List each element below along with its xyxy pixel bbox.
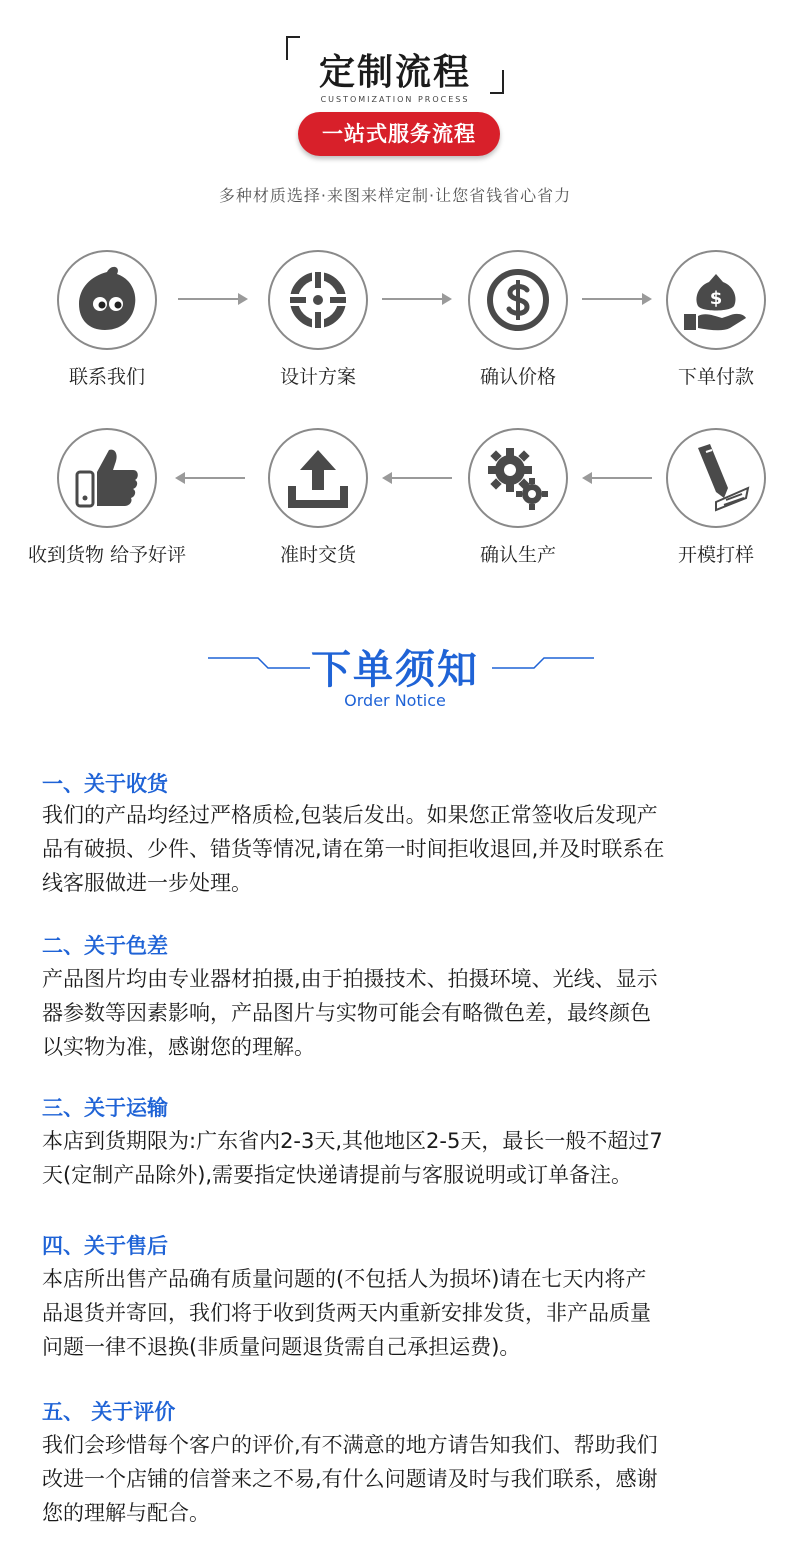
- step-label: 确认价格: [479, 366, 556, 388]
- body-line: 器参数等因素影响，产品图片与实物可能会有略微色差，最终颜色: [42, 1001, 651, 1025]
- step-contact: [57, 250, 157, 350]
- step-delivery: [268, 428, 368, 528]
- upload-icon: [278, 438, 358, 518]
- section-title-shipping: 三、关于运输: [42, 1096, 168, 1120]
- section-title-after-sales: 四、关于售后: [42, 1234, 168, 1258]
- step-label: 确认生产: [479, 544, 556, 566]
- body-line: 问题一律不退换(非质量问题退货需自己承担运费)。: [42, 1335, 521, 1359]
- step-design: [268, 250, 368, 350]
- thumbs-up-icon: [67, 438, 147, 518]
- body-line: 线客服做进一步处理。: [42, 871, 252, 895]
- body-line: 本店到货期限为:广东省内2-3天,其他地区2-5天，最长一般不超过7: [42, 1129, 663, 1153]
- page-title: 定制流程: [318, 52, 471, 93]
- step-sampling: [666, 428, 766, 528]
- step-confirm-price: [468, 250, 568, 350]
- pen-sign-icon: [676, 438, 756, 518]
- section-title-receiving: 一、关于收货: [42, 772, 168, 796]
- flow-arrow: [382, 293, 452, 305]
- step-label: 设计方案: [279, 366, 356, 388]
- body-line: 品有破损、少件、错货等情况,请在第一时间拒收退回,并及时联系在: [42, 837, 665, 861]
- flow-arrow: [382, 472, 452, 484]
- service-badge: 一站式服务流程: [298, 112, 500, 156]
- money-bag-hand-icon: [676, 260, 756, 340]
- notice-title: 下单须知: [311, 647, 479, 693]
- flow-arrow: [178, 293, 248, 305]
- section-body-reviews: [42, 1428, 754, 1530]
- page-subtitle: CUSTOMIZATION PROCESS: [320, 95, 470, 104]
- flow-arrow: [582, 472, 652, 484]
- flow-arrow: [582, 293, 652, 305]
- section-body-after-sales: [42, 1262, 754, 1364]
- step-receive-review: [57, 428, 157, 528]
- section-title-color: 二、关于色差: [42, 934, 168, 958]
- section-body-receiving: [42, 798, 754, 900]
- body-line: 产品图片均由专业器材拍摄,由于拍摄技术、拍摄环境、光线、显示: [42, 967, 658, 991]
- notice-subtitle: Order Notice: [344, 691, 446, 710]
- dollar-icon: [478, 260, 558, 340]
- target-icon: [278, 260, 358, 340]
- step-production: [468, 428, 568, 528]
- section-body-shipping: [42, 1124, 754, 1192]
- step-label: 开模打样: [677, 544, 754, 566]
- step-label: 准时交货: [279, 544, 356, 566]
- step-label: 联系我们: [68, 366, 145, 388]
- gears-icon: [478, 438, 558, 518]
- body-line: 我们的产品均经过严格质检,包装后发出。如果您正常签收后发现产: [42, 803, 658, 827]
- step-payment: [666, 250, 766, 350]
- body-line: 天(定制产品除外),需要指定快递请提前与客服说明或订单备注。: [42, 1163, 633, 1187]
- chat-icon: [67, 260, 147, 340]
- tagline: 多种材质选择·来图来样定制·让您省钱省心省力: [218, 186, 572, 205]
- body-line: 品退货并寄回，我们将于收到货两天内重新安排发货，非产品质量: [42, 1301, 651, 1325]
- body-line: 改进一个店铺的信誉来之不易,有什么问题请及时与我们联系，感谢: [42, 1467, 658, 1491]
- body-line: 您的理解与配合。: [42, 1501, 210, 1525]
- section-title-reviews: 五、 关于评价: [42, 1400, 176, 1424]
- step-label: 收到货物 给予好评: [27, 544, 187, 566]
- body-line: 以实物为准，感谢您的理解。: [42, 1035, 315, 1059]
- section-body-color: [42, 962, 754, 1064]
- flow-arrow: [175, 472, 245, 484]
- body-line: 本店所出售产品确有质量问题的(不包括人为损坏)请在七天内将产: [42, 1267, 647, 1291]
- svg-text:$: $: [709, 288, 723, 309]
- body-line: 我们会珍惜每个客户的评价,有不满意的地方请告知我们、帮助我们: [42, 1433, 658, 1457]
- step-label: 下单付款: [677, 366, 754, 388]
